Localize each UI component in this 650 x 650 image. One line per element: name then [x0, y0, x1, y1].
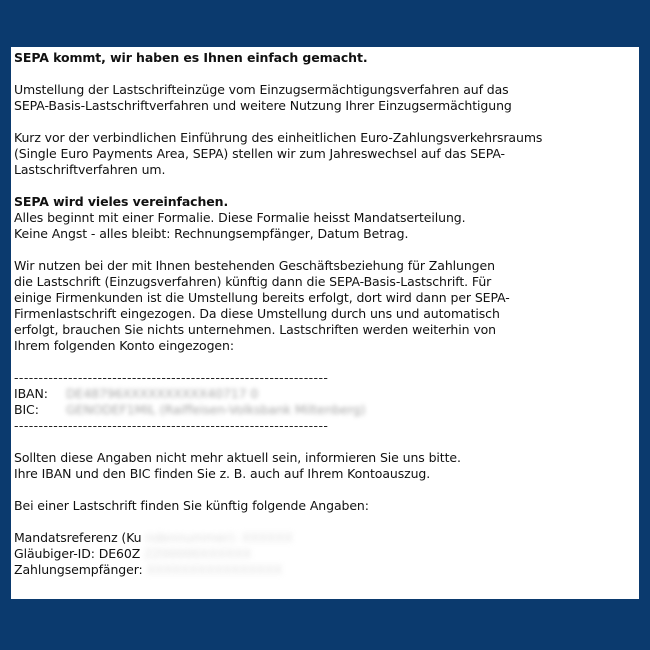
iban-row [14, 386, 634, 402]
para1-line-3: Lastschriftverfahren um. [14, 162, 166, 177]
bic-value: GENODEF1MIL (Raiffeisen-Volksbank Miltenberg) [66, 402, 366, 417]
detail-creditor-id-label: Gläubiger-ID: DE60Z [14, 546, 141, 561]
intro-line-2: SEPA-Basis-Lastschriftverfahren und weitere Nutzung Ihrer Einzugsermächtigung [14, 98, 512, 113]
detail-mandate-label: Mandatsreferenz (Ku [14, 530, 142, 545]
detail-creditor-id-hidden: ZZ00000XXXXXX [144, 546, 252, 561]
para3-line-2: die Lastschrift (Einzugsverfahren) künftig dann die SEPA-Basis-Lastschrift. Für [14, 274, 492, 289]
detail-mandate-hidden: ndennummer): XXXXXX [145, 530, 293, 545]
iban-value: DE48796XXXXXXXXXX40717 0 [66, 386, 259, 401]
separator-top: ---------------------------------------------------------------- [14, 370, 329, 385]
para1-line-1: Kurz vor der verbindlichen Einführung des einheitlichen Euro-Zahlungsverkehrsraums [14, 130, 543, 145]
para3-line-6: Ihrem folgenden Konto eingezogen: [14, 338, 234, 353]
iban-label: IBAN: [14, 386, 48, 401]
detail-payee [14, 562, 634, 578]
email-body [11, 47, 639, 599]
detail-mandate [14, 530, 634, 546]
detail-payee-label: Zahlungsempfänger: [14, 562, 143, 577]
para3-line-1: Wir nutzen bei der mit Ihnen bestehenden Geschäftsbeziehung für Zahlungen [14, 258, 495, 273]
para4-line-1: Sollten diese Angaben nicht mehr aktuell sein, informieren Sie uns bitte. [14, 450, 461, 465]
detail-creditor-id [14, 546, 634, 562]
separator-bottom: ---------------------------------------------------------------- [14, 418, 329, 433]
bic-row [14, 402, 634, 418]
bic-label: BIC: [14, 402, 39, 417]
detail-payee-hidden: XXXXXXXXXXXXXXXX [146, 562, 283, 577]
intro-line-1: Umstellung der Lastschrifteinzüge vom Einzugsermächtigungsverfahren auf das [14, 82, 509, 97]
para3-line-5: erfolgt, brauchen Sie nichts unternehmen. Lastschriften werden weiterhin von [14, 322, 496, 337]
section-heading: SEPA wird vieles vereinfachen. [14, 194, 229, 209]
para1-line-2: (Single Euro Payments Area, SEPA) stellen wir zum Jahreswechsel auf das SEPA- [14, 146, 505, 161]
email-heading: SEPA kommt, wir haben es Ihnen einfach gemacht. [14, 50, 368, 65]
para2-line-2: Keine Angst - alles bleibt: Rechnungsempfänger, Datum Betrag. [14, 226, 409, 241]
para3-line-4: Firmenlastschrift eingezogen. Da diese Umstellung durch uns und automatisch [14, 306, 500, 321]
para4-line-2: Ihre IBAN und den BIC finden Sie z. B. auch auf Ihrem Kontoauszug. [14, 466, 431, 481]
para3-line-3: einige Firmenkunden ist die Umstellung bereits erfolgt, dort wird dann per SEPA- [14, 290, 510, 305]
email-content [14, 50, 634, 578]
para5: Bei einer Lastschrift finden Sie künftig folgende Angaben: [14, 498, 369, 513]
para2-line-1: Alles beginnt mit einer Formalie. Diese Formalie heisst Mandatserteilung. [14, 210, 466, 225]
